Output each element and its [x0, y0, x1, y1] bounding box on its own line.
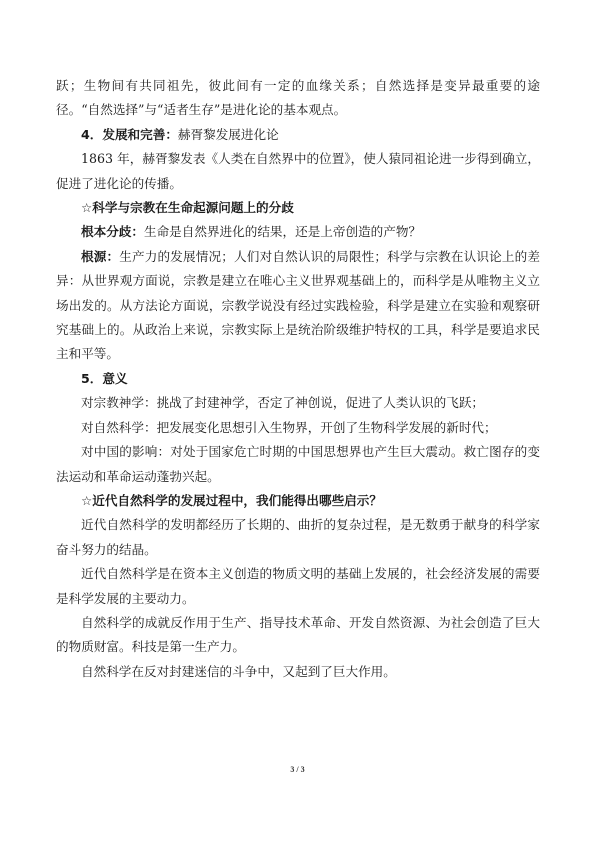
significance-item: 对中国的影响：对处于国家危亡时期的中国思想界也产生巨大震动。救亡图存的变法运动和革命运动蓬勃兴起。 — [56, 444, 540, 484]
insight-paragraph: 近代自然科学是在资本主义创造的物质文明的基础上发展的，社会经济发展的需要是科学发展的主要动力。 — [56, 566, 540, 606]
star-heading-science-religion: ☆科学与宗教在生命起源问题上的分歧 — [81, 200, 294, 216]
section-4-title: 4．发展和完善： — [81, 126, 178, 142]
source-text: 生产力的发展情况；人们对自然认识的局限性；科学与宗教在认识论上的差异：从世界观方面说，宗教是建立在唯心主义世界观基础上的，而科学是从唯物主义立场出发的。从方法论方面说，宗教学说没有经过实践检验，科学是建立在实验和观察研究基础上的。从政治上来说，宗教实际上是统治阶级维护特权的工具，科学是要追求民主和平等。 — [56, 248, 541, 362]
significance-item: 对自然科学：把发展变化思想引入生物界，开创了生物科学发展的新时代； — [81, 419, 497, 435]
section-4-body: 1863 年，赫胥黎发表《人类在自然界中的位置》，使人猿同祖论进一步得到确立，促进了进化论的传播。 — [56, 151, 540, 191]
source-paragraph — [56, 245, 540, 367]
significance-item: 对宗教神学：挑战了封建神学，否定了神创说，促进了人类认识的飞跃； — [81, 395, 484, 411]
section-4-heading — [56, 123, 540, 147]
section-4-subtitle: 赫胥黎发展进化论 — [177, 126, 279, 142]
page-number: 3 / 3 — [290, 765, 305, 774]
insight-paragraph: 自然科学在反对封建迷信的斗争中，又起到了巨大作用。 — [81, 663, 396, 679]
paragraph-continuation: 跃；生物间有共同祖先，彼此间有一定的血缘关系；自然选择是变异最重要的途径。“自然选择”与“适者生存”是进化论的基本观点。 — [56, 78, 540, 118]
root-divergence-text: 生命是自然界进化的结果，还是上帝创造的产物？ — [143, 224, 422, 240]
star-heading-insights: ☆近代自然科学的发展过程中，我们能得出哪些启示？ — [81, 492, 382, 508]
insight-paragraph: 近代自然科学的发明都经历了长期的、曲折的复杂过程，是无数勇于献身的科学家奋斗努力的结晶。 — [56, 517, 540, 557]
source-label: 根源： — [81, 248, 120, 264]
insight-paragraph: 自然科学的成就反作用于生产、指导技术革命、开发自然资源、为社会创造了巨大的物质财富。科技是第一生产力。 — [56, 614, 540, 655]
page-body — [56, 74, 540, 684]
section-5-heading: 5．意义 — [81, 370, 128, 386]
root-divergence — [56, 220, 540, 244]
root-divergence-label: 根本分歧： — [81, 224, 144, 240]
